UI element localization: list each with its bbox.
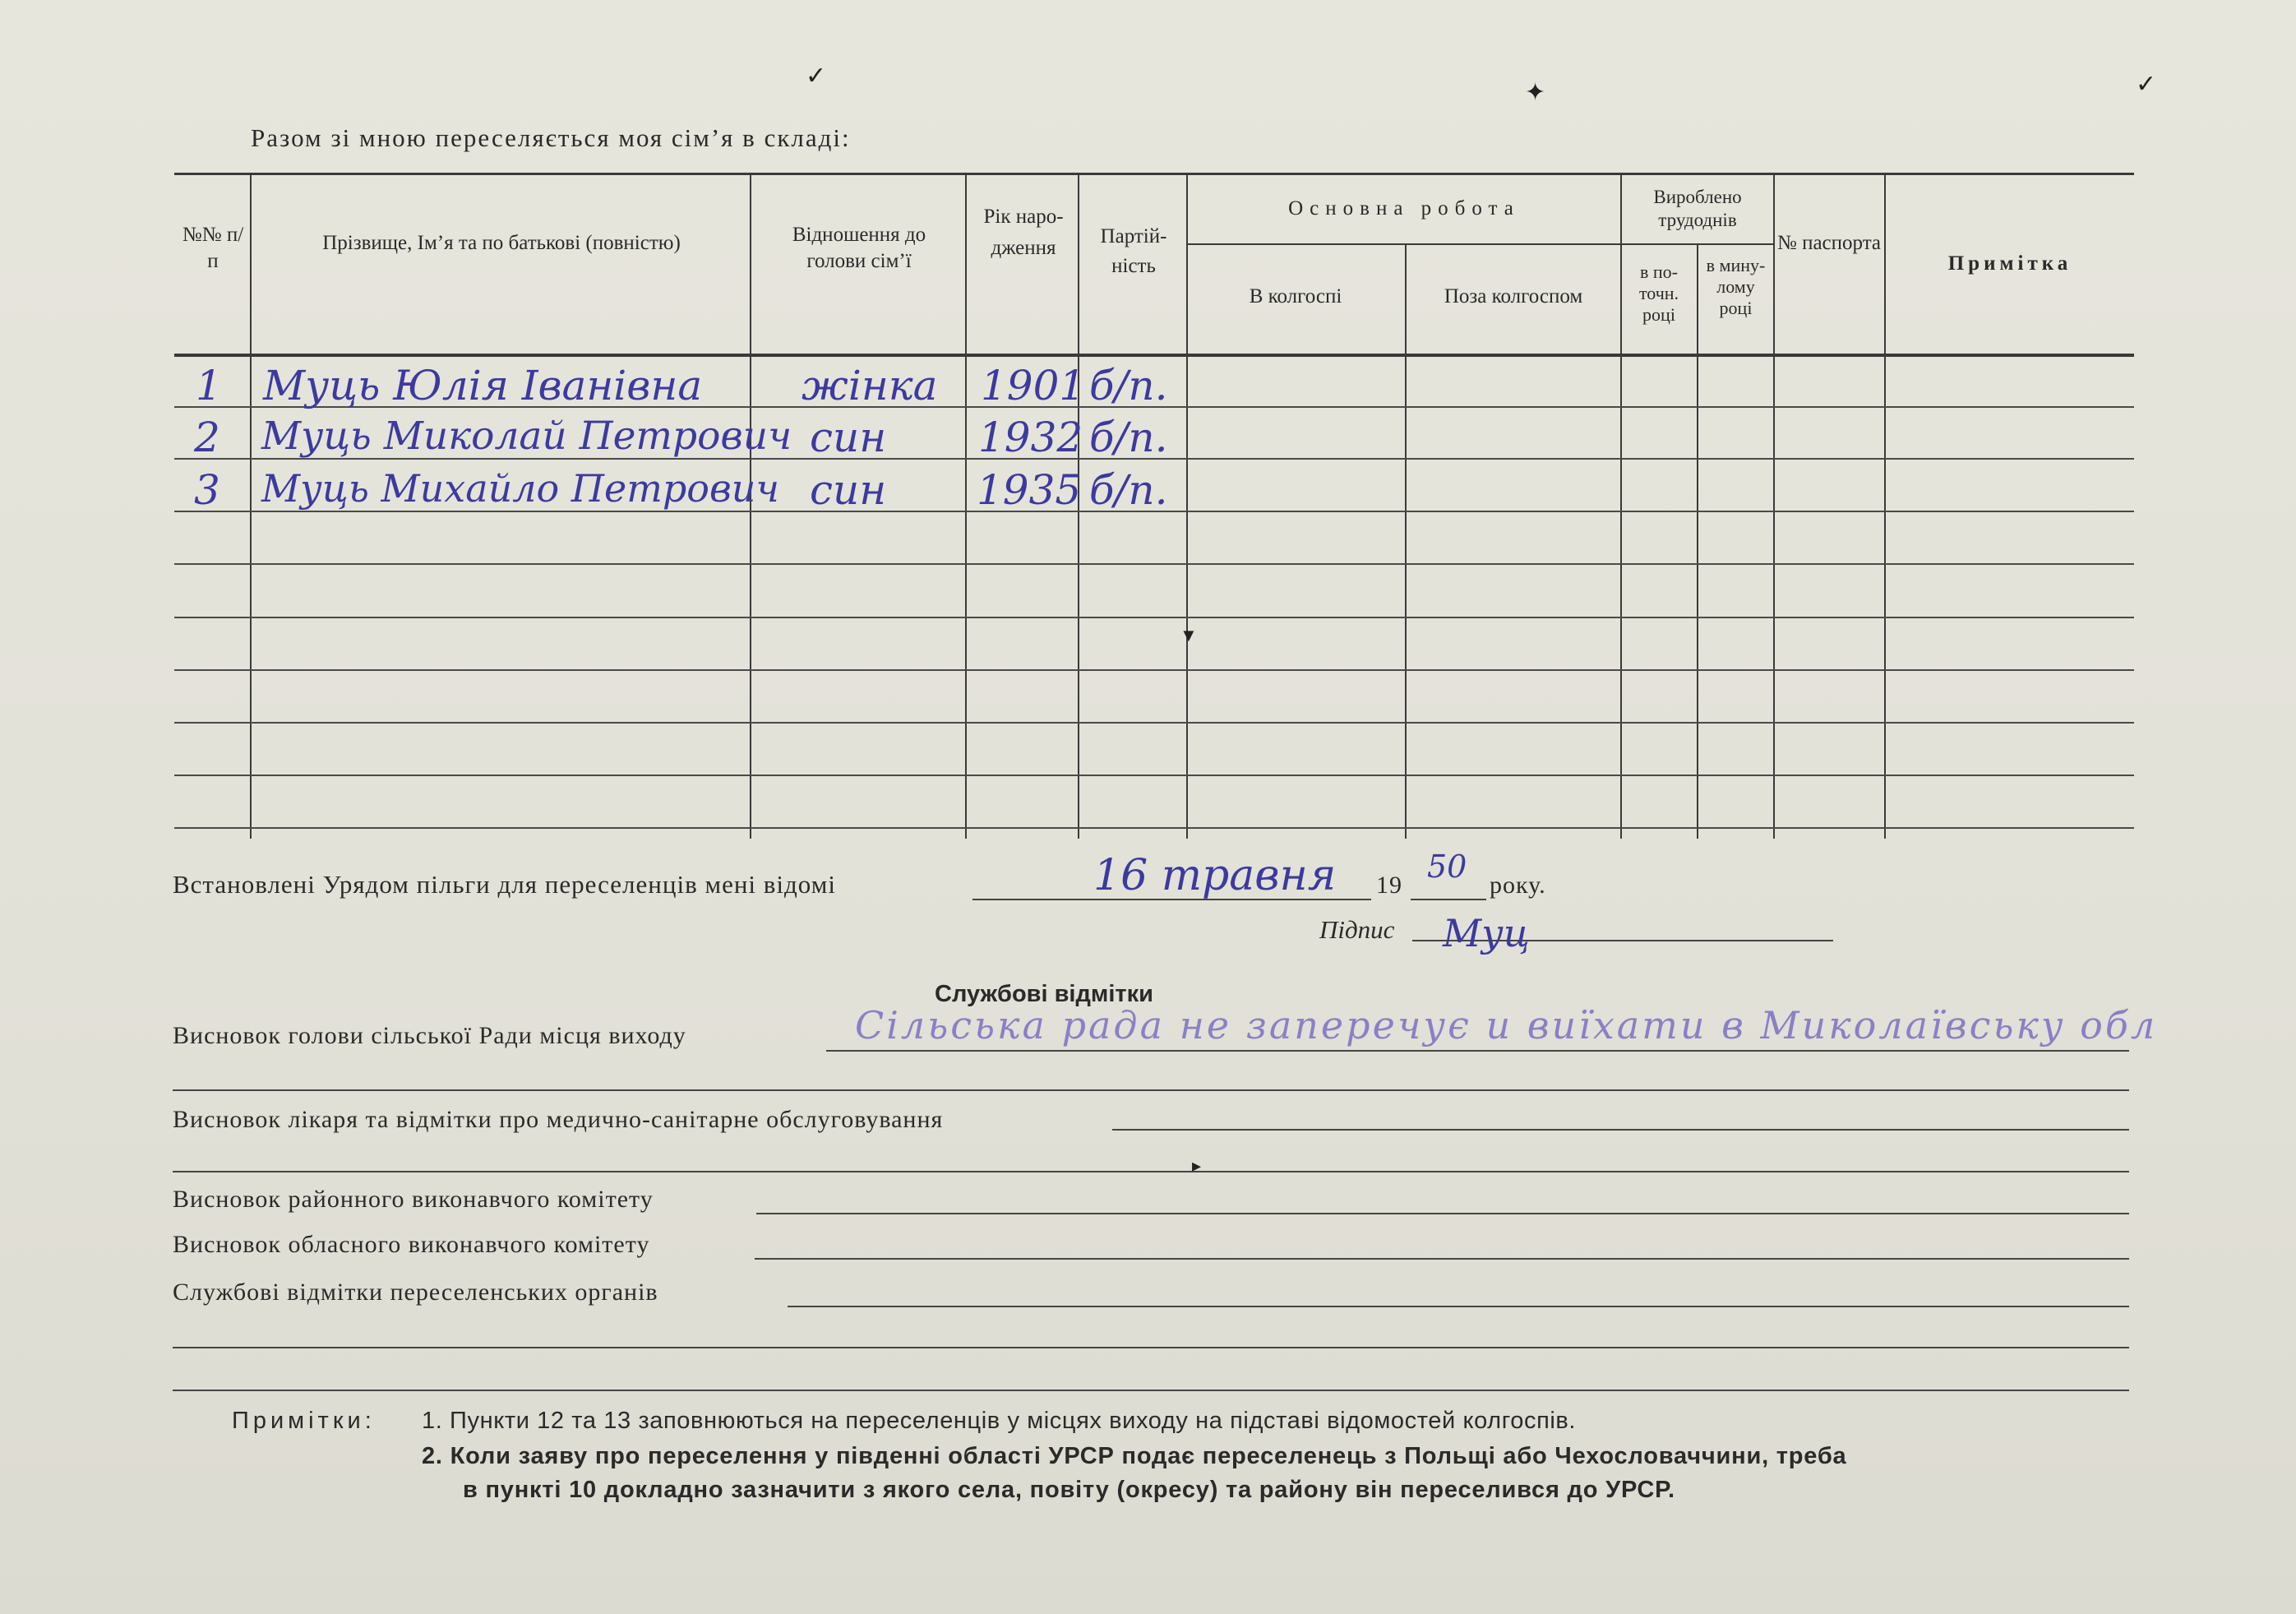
service-village-label: Висновок голови сільської Ради місця виходу <box>173 1022 686 1049</box>
header-note: Примітка <box>1947 252 2072 275</box>
benefits-year-line <box>1411 899 1486 900</box>
row-1-name: Муць Юлія Іванівна <box>263 362 703 409</box>
benefits-date-hand: 16 травня <box>1093 851 1337 900</box>
row-2-party: б/п. <box>1089 414 1168 461</box>
row-3-party: б/п. <box>1089 466 1168 514</box>
ink-mark-1: ✓ <box>806 62 827 90</box>
row-2-relation: син <box>810 414 887 461</box>
service-organs-line-3 <box>173 1390 2129 1391</box>
service-village-line <box>826 1050 2129 1052</box>
col-divider-1 <box>250 174 252 839</box>
header-work: Основна робота <box>1288 197 1520 220</box>
benefits-text: Встановлені Урядом пільги для переселенців мені відомі <box>173 870 836 899</box>
service-district-label: Висновок районного виконавчого комітету <box>173 1186 654 1213</box>
benefits-year-suffix: року. <box>1490 872 1546 899</box>
row-1-year: 1901 <box>981 362 1086 409</box>
col-divider-6 <box>1405 245 1407 839</box>
notes-label: Примітки: <box>232 1408 376 1434</box>
table-row-line <box>174 827 2134 829</box>
table-header-border <box>174 354 2134 357</box>
table-row-line <box>174 669 2134 671</box>
benefits-year-hand: 50 <box>1427 849 1467 885</box>
header-workdays: Вироблено трудоднів <box>1653 187 1742 230</box>
service-title: Службові відмітки <box>935 981 1153 1007</box>
work-subheader-line <box>1188 243 1620 245</box>
header-workdays-current: в по- точн. році <box>1638 261 1679 325</box>
notes-item-2a: 2. Коли заяву про переселення у південні області УРСР подає переселенець з Польщі або Чехословаччини, треба <box>422 1443 1847 1469</box>
row-2-name: Муць Миколай Петрович <box>261 414 792 459</box>
table-top-border <box>174 173 2134 175</box>
service-village-hand: Сільська рада не заперечує и виїхати в Миколаївську обл <box>855 1003 2158 1047</box>
service-district-line <box>756 1213 2129 1214</box>
header-name: Прізвище, Ім’я та по батькові (повністю) <box>322 232 681 254</box>
table-row-line <box>174 617 2134 618</box>
ink-mark-5: ▸ <box>1192 1155 1202 1176</box>
service-doctor-line-2 <box>173 1171 2129 1172</box>
service-doctor-label: Висновок лікаря та відмітки про медично-санітарне обслуговування <box>173 1106 944 1133</box>
header-year: Рік наро- дження <box>983 206 1064 259</box>
header-work-in: В колгоспі <box>1249 285 1342 308</box>
header-num: №№ п/п <box>182 224 244 272</box>
row-2-year: 1932 <box>978 414 1083 461</box>
service-oblast-line <box>755 1258 2129 1260</box>
signature-label: Підпис <box>1319 915 1395 944</box>
header-relation: Відношення до голови сім’ї <box>792 224 926 272</box>
signature-hand: Муц <box>1443 911 1530 955</box>
service-organs-line <box>788 1306 2129 1307</box>
ink-mark-4: ▼ <box>1180 625 1198 645</box>
col-divider-8 <box>1697 245 1698 839</box>
row-1-relation: жінка <box>802 362 938 409</box>
row-3-name: Муць Михайло Петрович <box>261 466 779 511</box>
header-party: Партій- ність <box>1100 225 1167 277</box>
header-workdays-previous: в мину- лому році <box>1706 255 1766 318</box>
row-3-relation: син <box>810 466 887 514</box>
benefits-year-prefix: 19 <box>1376 872 1402 899</box>
row-3-year: 1935 <box>977 466 1082 514</box>
intro-text: Разом зі мною переселяється моя сім’я в складі: <box>251 123 851 152</box>
service-doctor-line <box>1112 1129 2129 1131</box>
col-divider-3 <box>965 174 967 839</box>
service-organs-line-2 <box>173 1347 2129 1348</box>
header-passport: № паспорта <box>1776 232 1882 254</box>
col-divider-10 <box>1884 174 1886 839</box>
col-divider-5 <box>1186 174 1188 839</box>
service-oblast-label: Висновок обласного виконавчого комітету <box>173 1231 650 1258</box>
notes-item-1: 1. Пункти 12 та 13 заповнюються на переселенців у місцях виходу на підставі відомостей колгоспів. <box>422 1408 1577 1434</box>
row-1-party: б/п. <box>1089 362 1168 409</box>
header-work-out: Поза колгоспом <box>1444 285 1583 308</box>
table-row-line <box>174 775 2134 776</box>
table-row-line <box>174 722 2134 724</box>
ink-mark-3: ✓ <box>2136 71 2157 98</box>
ink-mark-2: ✦ <box>1525 79 1546 106</box>
col-divider-9 <box>1773 174 1775 839</box>
notes-item-2b: в пункті 10 докладно зазначити з якого села, повіту (окресу) та району він переселився до УРСР. <box>463 1477 1675 1503</box>
service-village-line-2 <box>173 1089 2129 1091</box>
row-1-num: 1 <box>196 362 222 409</box>
row-3-num: 3 <box>194 466 220 514</box>
table-row-line <box>174 563 2134 565</box>
row-2-num: 2 <box>194 414 220 461</box>
service-organs-label: Службові відмітки переселенських органів <box>173 1279 658 1306</box>
